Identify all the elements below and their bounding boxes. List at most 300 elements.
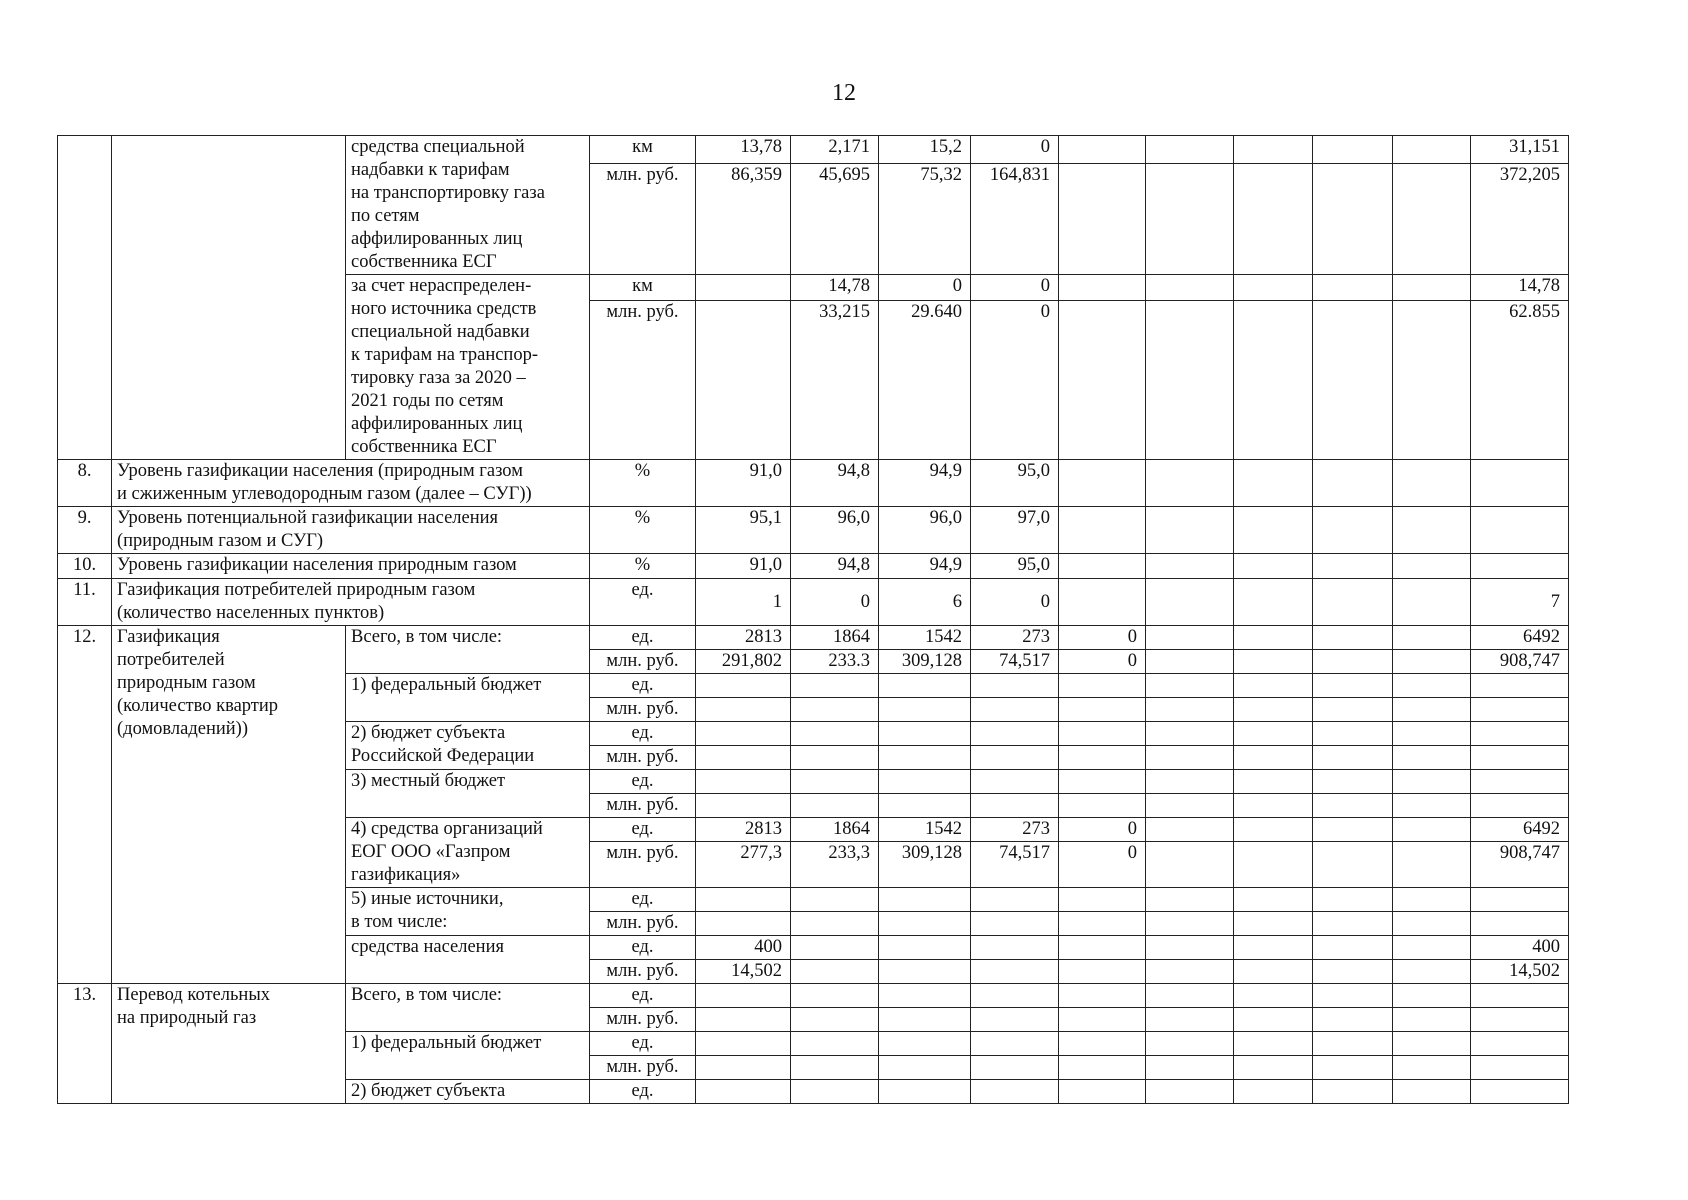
value-cell	[791, 1080, 879, 1104]
value-cell	[1234, 794, 1313, 818]
value-cell	[971, 1032, 1059, 1056]
unit-cell: млн. руб.	[590, 842, 696, 888]
value-cell	[1393, 770, 1471, 794]
unit-cell: ед.	[590, 936, 696, 960]
value-cell	[1234, 770, 1313, 794]
value-cell	[971, 888, 1059, 912]
indicator-name: Уровень газификации населения природным газом	[112, 554, 590, 579]
value-cell	[1059, 722, 1146, 746]
value-cell	[1234, 674, 1313, 698]
value-cell: 6	[879, 579, 971, 626]
unit-cell: км	[590, 136, 696, 164]
value-cell: 0	[971, 579, 1059, 626]
value-cell	[1471, 746, 1569, 770]
value-cell	[1146, 746, 1234, 770]
value-cell	[1313, 770, 1393, 794]
value-cell: 1	[696, 579, 791, 626]
value-cell	[879, 1008, 971, 1032]
value-cell	[971, 698, 1059, 722]
index-cell: 9.	[58, 507, 112, 554]
value-cell	[1471, 770, 1569, 794]
value-cell	[971, 984, 1059, 1008]
value-cell	[1471, 1032, 1569, 1056]
value-cell	[1313, 460, 1393, 507]
value-cell	[1146, 163, 1234, 274]
value-cell: 7	[1471, 579, 1569, 626]
value-cell	[1313, 888, 1393, 912]
value-cell: 29.640	[879, 301, 971, 460]
source-label: 3) местный бюджет	[346, 770, 590, 818]
value-cell: 94,9	[879, 460, 971, 507]
value-cell	[1146, 275, 1234, 301]
value-cell: 62.855	[1471, 301, 1569, 460]
value-cell	[879, 984, 971, 1008]
value-cell: 2813	[696, 818, 791, 842]
value-cell	[1059, 794, 1146, 818]
value-cell	[1146, 554, 1234, 579]
value-cell: 91,0	[696, 460, 791, 507]
value-cell: 164,831	[971, 163, 1059, 274]
value-cell	[1313, 275, 1393, 301]
value-cell	[1393, 818, 1471, 842]
value-cell: 45,695	[791, 163, 879, 274]
value-cell	[1393, 1032, 1471, 1056]
value-cell	[1146, 136, 1234, 164]
value-cell: 33,215	[791, 301, 879, 460]
value-cell	[1393, 460, 1471, 507]
source-label: Всего, в том числе:	[346, 626, 590, 674]
unit-cell: ед.	[590, 888, 696, 912]
unit-cell: км	[590, 275, 696, 301]
value-cell	[1146, 912, 1234, 936]
value-cell: 1542	[879, 818, 971, 842]
value-cell	[1059, 888, 1146, 912]
index-cell: 13.	[58, 984, 112, 1104]
value-cell: 273	[971, 818, 1059, 842]
value-cell	[1234, 698, 1313, 722]
value-cell	[1234, 650, 1313, 674]
value-cell	[1234, 912, 1313, 936]
value-cell	[1313, 1056, 1393, 1080]
unit-cell: млн. руб.	[590, 794, 696, 818]
value-cell	[1059, 507, 1146, 554]
unit-cell: ед.	[590, 818, 696, 842]
value-cell	[879, 674, 971, 698]
value-cell	[1471, 984, 1569, 1008]
value-cell	[696, 746, 791, 770]
value-cell	[1234, 136, 1313, 164]
value-cell	[1146, 818, 1234, 842]
value-cell: 908,747	[1471, 842, 1569, 888]
value-cell	[1393, 1080, 1471, 1104]
value-cell	[879, 1080, 971, 1104]
value-cell	[1313, 984, 1393, 1008]
index-cell: 10.	[58, 554, 112, 579]
indicator-name: Газификация потребителей природным газом (количество квартир (домовладений))	[112, 626, 346, 984]
value-cell	[1393, 163, 1471, 274]
value-cell: 372,205	[1471, 163, 1569, 274]
value-cell: 400	[696, 936, 791, 960]
value-cell	[971, 1056, 1059, 1080]
value-cell	[1313, 507, 1393, 554]
value-cell: 0	[879, 275, 971, 301]
value-cell	[696, 698, 791, 722]
value-cell	[1059, 984, 1146, 1008]
value-cell	[791, 1056, 879, 1080]
value-cell	[791, 698, 879, 722]
name-cell	[112, 136, 346, 460]
value-cell	[1313, 698, 1393, 722]
unit-cell: млн. руб.	[590, 746, 696, 770]
value-cell	[1146, 579, 1234, 626]
source-label: 2) бюджет субъекта	[346, 1080, 590, 1104]
value-cell: 94,9	[879, 554, 971, 579]
unit-cell: млн. руб.	[590, 301, 696, 460]
value-cell	[1059, 163, 1146, 274]
value-cell	[1059, 1032, 1146, 1056]
value-cell	[1313, 746, 1393, 770]
unit-cell: ед.	[590, 1032, 696, 1056]
unit-cell: млн. руб.	[590, 650, 696, 674]
source-label: за счет нераспределен- ного источника средств специальной надбавки к тарифам на транспор- тировку газа за 2020 – 2021 годы по сетям аффилированных лиц собственника ЕСГ	[346, 275, 590, 460]
source-label: 2) бюджет субъекта Российской Федерации	[346, 722, 590, 770]
value-cell	[1059, 674, 1146, 698]
value-cell	[1059, 1056, 1146, 1080]
value-cell	[1146, 984, 1234, 1008]
value-cell	[1393, 626, 1471, 650]
value-cell	[1393, 674, 1471, 698]
value-cell	[1234, 722, 1313, 746]
value-cell: 86,359	[696, 163, 791, 274]
unit-cell: млн. руб.	[590, 912, 696, 936]
value-cell	[696, 888, 791, 912]
value-cell	[1313, 912, 1393, 936]
value-cell	[696, 770, 791, 794]
value-cell: 94,8	[791, 554, 879, 579]
value-cell	[1313, 722, 1393, 746]
value-cell	[971, 674, 1059, 698]
value-cell	[791, 746, 879, 770]
value-cell	[1313, 794, 1393, 818]
value-cell	[696, 674, 791, 698]
value-cell	[971, 936, 1059, 960]
value-cell	[696, 1032, 791, 1056]
value-cell: 94,8	[791, 460, 879, 507]
value-cell	[1471, 460, 1569, 507]
value-cell	[791, 888, 879, 912]
value-cell: 74,517	[971, 650, 1059, 674]
value-cell: 0	[791, 579, 879, 626]
value-cell	[1393, 912, 1471, 936]
value-cell	[791, 1008, 879, 1032]
value-cell	[1234, 960, 1313, 984]
value-cell	[1393, 1008, 1471, 1032]
value-cell	[791, 912, 879, 936]
value-cell	[1313, 1080, 1393, 1104]
unit-cell: %	[590, 460, 696, 507]
value-cell: 309,128	[879, 842, 971, 888]
source-label: 5) иные источники, в том числе:	[346, 888, 590, 936]
value-cell	[971, 746, 1059, 770]
value-cell	[1146, 936, 1234, 960]
value-cell	[696, 275, 791, 301]
value-cell: 74,517	[971, 842, 1059, 888]
value-cell: 95,0	[971, 554, 1059, 579]
value-cell: 14,502	[1471, 960, 1569, 984]
value-cell: 97,0	[971, 507, 1059, 554]
value-cell: 75,32	[879, 163, 971, 274]
value-cell	[1313, 936, 1393, 960]
value-cell: 0	[1059, 842, 1146, 888]
value-cell	[1393, 888, 1471, 912]
indicators-table	[57, 135, 1569, 1104]
value-cell	[1393, 698, 1471, 722]
value-cell: 14,78	[791, 275, 879, 301]
value-cell	[879, 698, 971, 722]
index-cell	[58, 136, 112, 460]
value-cell	[1471, 674, 1569, 698]
value-cell	[1146, 507, 1234, 554]
value-cell	[1234, 163, 1313, 274]
unit-cell: %	[590, 554, 696, 579]
unit-cell: млн. руб.	[590, 163, 696, 274]
value-cell	[791, 960, 879, 984]
value-cell	[791, 1032, 879, 1056]
index-cell: 12.	[58, 626, 112, 984]
value-cell	[879, 770, 971, 794]
value-cell	[1234, 460, 1313, 507]
value-cell: 95,1	[696, 507, 791, 554]
value-cell: 291,802	[696, 650, 791, 674]
value-cell	[1059, 912, 1146, 936]
value-cell: 1864	[791, 818, 879, 842]
value-cell	[1393, 794, 1471, 818]
value-cell	[1234, 1080, 1313, 1104]
value-cell	[1393, 936, 1471, 960]
value-cell	[1234, 301, 1313, 460]
value-cell	[1059, 275, 1146, 301]
value-cell	[1393, 1056, 1471, 1080]
value-cell	[1059, 698, 1146, 722]
value-cell	[1234, 888, 1313, 912]
value-cell	[1059, 1080, 1146, 1104]
unit-cell: ед.	[590, 626, 696, 650]
value-cell	[1059, 301, 1146, 460]
value-cell	[1313, 1032, 1393, 1056]
value-cell	[879, 960, 971, 984]
value-cell	[696, 1008, 791, 1032]
value-cell	[1146, 722, 1234, 746]
value-cell	[879, 1056, 971, 1080]
value-cell	[1146, 842, 1234, 888]
unit-cell: ед.	[590, 722, 696, 746]
value-cell	[1234, 579, 1313, 626]
value-cell	[1146, 794, 1234, 818]
value-cell	[879, 722, 971, 746]
value-cell	[1146, 626, 1234, 650]
source-label: 1) федеральный бюджет	[346, 1032, 590, 1080]
value-cell: 908,747	[1471, 650, 1569, 674]
value-cell	[1059, 579, 1146, 626]
value-cell: 0	[971, 275, 1059, 301]
value-cell: 0	[971, 136, 1059, 164]
value-cell	[1234, 984, 1313, 1008]
value-cell	[1146, 888, 1234, 912]
value-cell	[696, 912, 791, 936]
value-cell: 2813	[696, 626, 791, 650]
value-cell	[971, 722, 1059, 746]
value-cell	[879, 936, 971, 960]
value-cell	[879, 888, 971, 912]
value-cell	[1234, 842, 1313, 888]
page-number: 12	[832, 80, 856, 106]
value-cell: 2,171	[791, 136, 879, 164]
value-cell	[1393, 507, 1471, 554]
value-cell	[1146, 674, 1234, 698]
value-cell	[791, 674, 879, 698]
value-cell	[791, 722, 879, 746]
value-cell	[1234, 275, 1313, 301]
value-cell	[971, 794, 1059, 818]
value-cell	[1146, 1008, 1234, 1032]
value-cell	[1313, 818, 1393, 842]
unit-cell: млн. руб.	[590, 1008, 696, 1032]
value-cell	[1313, 842, 1393, 888]
value-cell	[1471, 722, 1569, 746]
value-cell: 233.3	[791, 650, 879, 674]
value-cell	[696, 1080, 791, 1104]
value-cell	[1059, 554, 1146, 579]
value-cell	[1059, 136, 1146, 164]
unit-cell: %	[590, 507, 696, 554]
value-cell: 96,0	[791, 507, 879, 554]
value-cell	[1313, 626, 1393, 650]
value-cell: 233,3	[791, 842, 879, 888]
value-cell	[1234, 507, 1313, 554]
value-cell: 15,2	[879, 136, 971, 164]
value-cell	[1234, 1056, 1313, 1080]
value-cell	[1393, 275, 1471, 301]
unit-cell: ед.	[590, 579, 696, 626]
value-cell	[1313, 650, 1393, 674]
value-cell: 277,3	[696, 842, 791, 888]
value-cell	[696, 984, 791, 1008]
value-cell: 6492	[1471, 626, 1569, 650]
value-cell	[1234, 1032, 1313, 1056]
value-cell	[1313, 554, 1393, 579]
value-cell	[1234, 554, 1313, 579]
value-cell: 0	[1059, 818, 1146, 842]
value-cell	[1234, 746, 1313, 770]
value-cell: 95,0	[971, 460, 1059, 507]
value-cell	[1471, 888, 1569, 912]
value-cell	[1393, 722, 1471, 746]
value-cell	[879, 912, 971, 936]
value-cell	[791, 770, 879, 794]
value-cell	[1313, 1008, 1393, 1032]
value-cell	[791, 984, 879, 1008]
value-cell	[1059, 460, 1146, 507]
value-cell	[1393, 842, 1471, 888]
value-cell	[971, 912, 1059, 936]
value-cell	[1234, 1008, 1313, 1032]
source-label: 1) федеральный бюджет	[346, 674, 590, 722]
value-cell	[879, 794, 971, 818]
value-cell	[1146, 1080, 1234, 1104]
value-cell	[1393, 301, 1471, 460]
indicator-name: Уровень газификации населения (природным газом и сжиженным углеводородным газом (далее – СУГ))	[112, 460, 590, 507]
value-cell	[696, 794, 791, 818]
value-cell	[1146, 460, 1234, 507]
value-cell	[1146, 770, 1234, 794]
value-cell: 6492	[1471, 818, 1569, 842]
value-cell	[971, 770, 1059, 794]
value-cell	[791, 794, 879, 818]
value-cell: 31,151	[1471, 136, 1569, 164]
value-cell	[1393, 984, 1471, 1008]
unit-cell: ед.	[590, 984, 696, 1008]
value-cell	[1234, 936, 1313, 960]
value-cell	[1313, 301, 1393, 460]
value-cell	[1471, 1056, 1569, 1080]
value-cell	[696, 301, 791, 460]
index-cell: 8.	[58, 460, 112, 507]
value-cell: 0	[971, 301, 1059, 460]
value-cell	[1471, 794, 1569, 818]
value-cell: 0	[1059, 650, 1146, 674]
value-cell: 309,128	[879, 650, 971, 674]
value-cell	[1059, 936, 1146, 960]
value-cell	[1471, 912, 1569, 936]
indicator-name: Уровень потенциальной газификации населения (природным газом и СУГ)	[112, 507, 590, 554]
source-label: средства специальной надбавки к тарифам на транспортировку газа по сетям аффилированных лиц собственника ЕСГ	[346, 136, 590, 275]
value-cell	[1393, 746, 1471, 770]
value-cell: 1864	[791, 626, 879, 650]
value-cell	[1471, 554, 1569, 579]
unit-cell: ед.	[590, 1080, 696, 1104]
value-cell	[1146, 960, 1234, 984]
value-cell	[791, 936, 879, 960]
value-cell	[1146, 1032, 1234, 1056]
value-cell	[1146, 1056, 1234, 1080]
index-cell: 11.	[58, 579, 112, 626]
value-cell	[1393, 960, 1471, 984]
value-cell: 400	[1471, 936, 1569, 960]
value-cell	[1146, 301, 1234, 460]
value-cell	[1234, 626, 1313, 650]
value-cell	[1146, 650, 1234, 674]
source-label: Всего, в том числе:	[346, 984, 590, 1032]
value-cell: 273	[971, 626, 1059, 650]
value-cell	[971, 1008, 1059, 1032]
value-cell	[1471, 1080, 1569, 1104]
value-cell	[1313, 136, 1393, 164]
unit-cell: ед.	[590, 770, 696, 794]
value-cell: 14,78	[1471, 275, 1569, 301]
value-cell	[696, 1056, 791, 1080]
value-cell: 14,502	[696, 960, 791, 984]
value-cell	[1393, 554, 1471, 579]
value-cell: 13,78	[696, 136, 791, 164]
value-cell	[1393, 650, 1471, 674]
value-cell	[1146, 698, 1234, 722]
unit-cell: ед.	[590, 674, 696, 698]
source-label: 4) средства организаций ЕОГ ООО «Газпром газификация»	[346, 818, 590, 888]
value-cell: 0	[1059, 626, 1146, 650]
value-cell	[1059, 746, 1146, 770]
value-cell	[879, 746, 971, 770]
source-label: средства населения	[346, 936, 590, 984]
